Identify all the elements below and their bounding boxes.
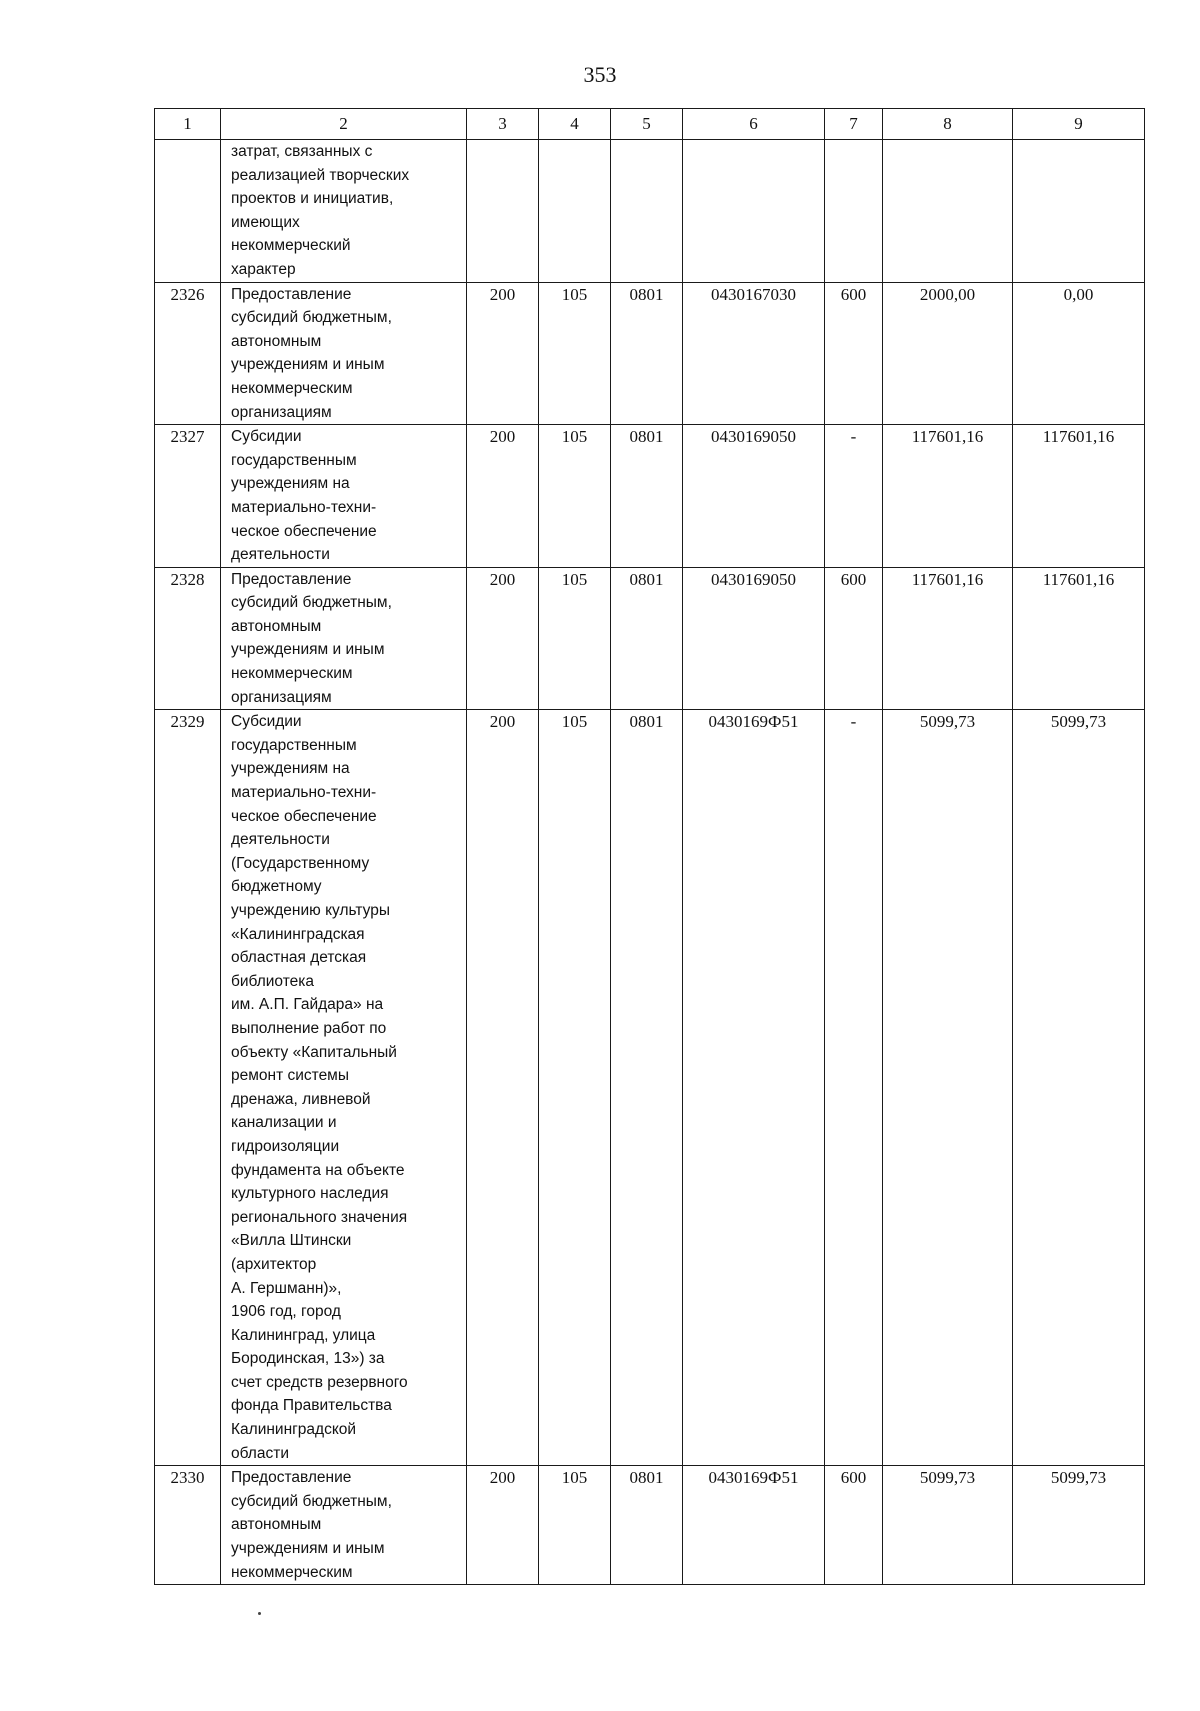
cell-col-3: 200	[467, 710, 539, 1466]
header-row	[155, 109, 1145, 140]
cell-col-5: 0801	[611, 710, 683, 1466]
cell-col-5	[611, 140, 683, 283]
table-row	[155, 1466, 1145, 1585]
column-header: 4	[539, 109, 611, 140]
cell-col-8: 2000,00	[883, 282, 1013, 425]
cell-col-4: 105	[539, 1466, 611, 1585]
cell-col-9: 0,00	[1013, 282, 1145, 425]
table-row	[155, 140, 1145, 283]
cell-col-9: 5099,73	[1013, 710, 1145, 1466]
cell-col-4: 105	[539, 425, 611, 568]
cell-col-8: 5099,73	[883, 710, 1013, 1466]
column-header: 8	[883, 109, 1013, 140]
cell-col-5: 0801	[611, 1466, 683, 1585]
row-description-text: Предоставление субсидий бюджетным, автономным учреждениям и иным некоммерческим организациям	[231, 285, 392, 421]
row-description	[221, 1466, 467, 1585]
column-header: 9	[1013, 109, 1145, 140]
row-description-text: Субсидии государственным учреждениям на материально-техни- ческое обеспечение деятельности (Государственному бюджетному учреждению культуры «Калининградская областная детская библиотека им. А.П. Гайдара» на выполнение работ по объекту «Капитальный ремонт системы дренажа, ливневой канализации и гидроизоляции фундамента на объекте культурного наследия регионального значения «Вилла Штински (архитектор А. Гершманн)», 1906 год, город Калининград, улица Бородинская, 13») за счет средств резервного фонда Правительства Калининградской области	[231, 713, 408, 1462]
cell-col-5: 0801	[611, 567, 683, 710]
cell-col-6: 0430169Ф51	[683, 710, 825, 1466]
table-header	[155, 109, 1145, 140]
cell-col-8: 5099,73	[883, 1466, 1013, 1585]
cell-col-6	[683, 140, 825, 283]
table-row	[155, 425, 1145, 568]
row-id	[155, 140, 221, 283]
cell-col-6: 0430169Ф51	[683, 1466, 825, 1585]
cell-col-7: -	[825, 425, 883, 568]
row-description	[221, 567, 467, 710]
cell-col-4: 105	[539, 567, 611, 710]
row-id: 2326	[155, 282, 221, 425]
cell-col-9	[1013, 140, 1145, 283]
cell-col-5: 0801	[611, 425, 683, 568]
cell-col-7	[825, 140, 883, 283]
cell-col-6: 0430167030	[683, 282, 825, 425]
table-body	[155, 140, 1145, 1585]
row-description-text: затрат, связанных с реализацией творческих проектов и инициатив, имеющих некоммерческий характер	[231, 143, 410, 278]
row-id: 2328	[155, 567, 221, 710]
column-header: 5	[611, 109, 683, 140]
cell-col-9: 5099,73	[1013, 1466, 1145, 1585]
cell-col-3	[467, 140, 539, 283]
cell-col-9: 117601,16	[1013, 567, 1145, 710]
cell-col-7: -	[825, 710, 883, 1466]
cell-col-9: 117601,16	[1013, 425, 1145, 568]
cell-col-4	[539, 140, 611, 283]
column-header: 7	[825, 109, 883, 140]
column-header: 3	[467, 109, 539, 140]
row-description-text: Предоставление субсидий бюджетным, автономным учреждениям и иным некоммерческим	[231, 1469, 392, 1581]
cell-col-7: 600	[825, 282, 883, 425]
row-description-text: Предоставление субсидий бюджетным, автономным учреждениям и иным некоммерческим организациям	[231, 570, 392, 706]
cell-col-4: 105	[539, 282, 611, 425]
page-number: 353	[583, 62, 617, 87]
row-description	[221, 140, 467, 283]
cell-col-3: 200	[467, 567, 539, 710]
cell-col-3: 200	[467, 1466, 539, 1585]
column-header: 6	[683, 109, 825, 140]
table-row	[155, 567, 1145, 710]
cell-col-8: 117601,16	[883, 425, 1013, 568]
row-id: 2329	[155, 710, 221, 1466]
row-description	[221, 425, 467, 568]
budget-table	[154, 108, 1145, 1585]
cell-col-4: 105	[539, 710, 611, 1466]
row-description	[221, 710, 467, 1466]
column-header: 1	[155, 109, 221, 140]
row-id: 2327	[155, 425, 221, 568]
row-id: 2330	[155, 1466, 221, 1585]
row-description	[221, 282, 467, 425]
cell-col-6: 0430169050	[683, 425, 825, 568]
table-row	[155, 282, 1145, 425]
cell-col-8: 117601,16	[883, 567, 1013, 710]
cell-col-8	[883, 140, 1013, 283]
cell-col-7: 600	[825, 1466, 883, 1585]
table-row	[155, 710, 1145, 1466]
row-description-text: Субсидии государственным учреждениям на материально-техни- ческое обеспечение деятельности	[231, 428, 377, 564]
cell-col-7: 600	[825, 567, 883, 710]
column-header: 2	[221, 109, 467, 140]
cell-col-5: 0801	[611, 282, 683, 425]
scan-speck	[258, 1612, 261, 1615]
cell-col-3: 200	[467, 282, 539, 425]
cell-col-6: 0430169050	[683, 567, 825, 710]
cell-col-3: 200	[467, 425, 539, 568]
